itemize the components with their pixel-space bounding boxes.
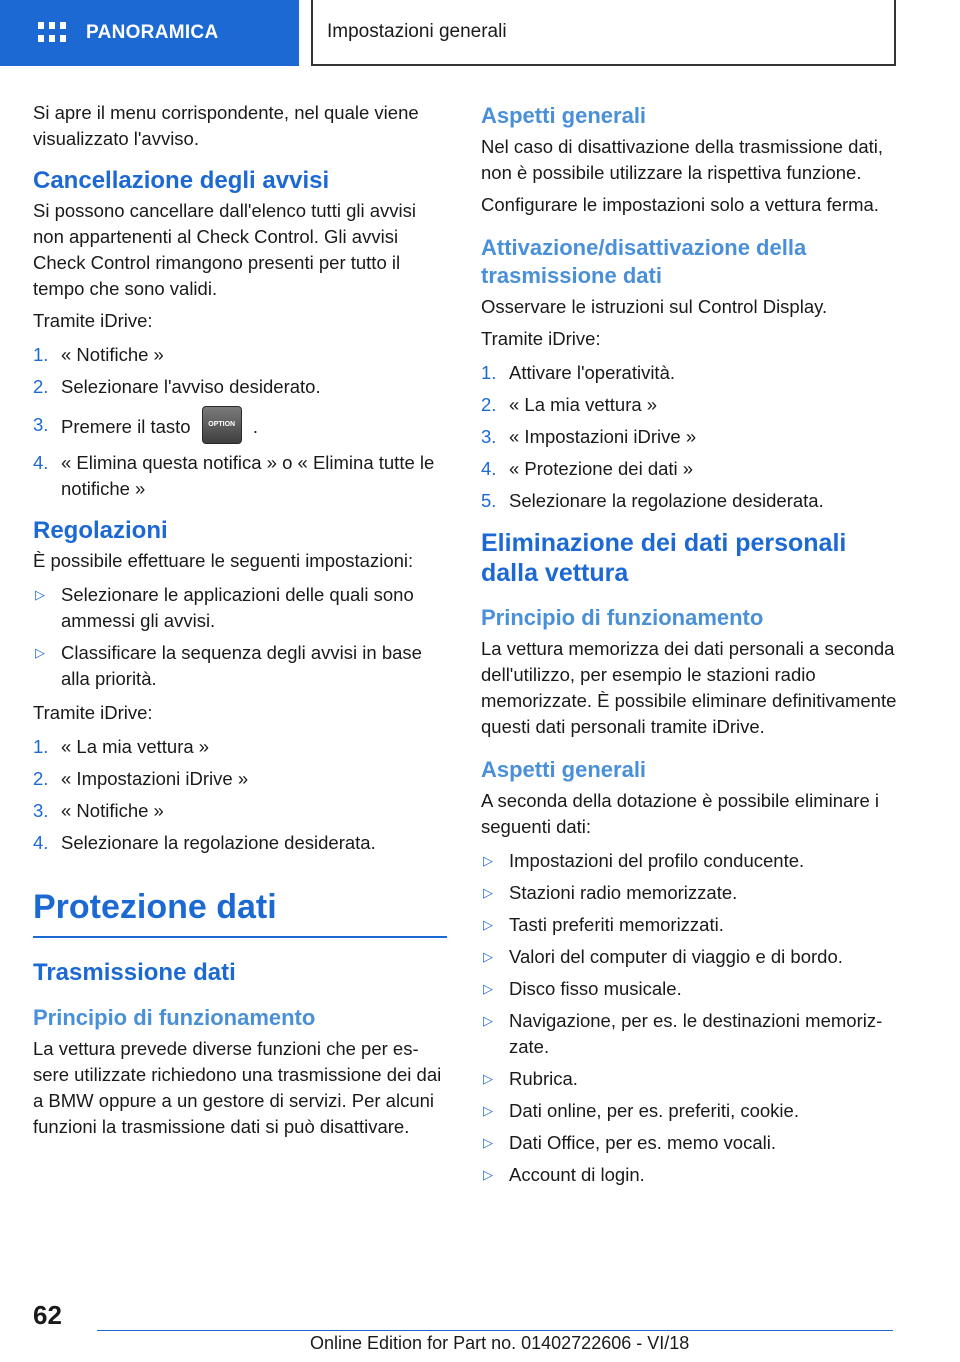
list-item: ▷ Account di login. (481, 1162, 901, 1188)
list-item: 4. Selezionare la regolazione desiderata. (33, 832, 376, 853)
overview-button[interactable] (0, 0, 299, 66)
heading-eliminazione: Eliminazione dei dati personali dalla vettura (481, 529, 847, 587)
grid-menu-icon (38, 22, 66, 44)
steps-list-cancel (33, 342, 447, 502)
triangle-bullet-icon: ▷ (483, 1013, 493, 1028)
list-item: 5. Selezionare la regolazione desiderata. (481, 490, 824, 511)
principio-paragraph: La vettura prevede diverse funzioni che per essere utilizzate richiedono una trasmissione dei dai a BMW oppure a un gestore di servizi. Per alcuni funzioni la trasmissione dati si può disattivare. (33, 1038, 442, 1137)
principio-2-paragraph: La vettura memorizza dei dati personali a seconda dell'utilizzo, per esempio le stazioni radio memorizzate. È possibile eliminare definitivamente questi dati personali tramite iDrive. (481, 638, 897, 737)
list-item: 4. « Elimina questa notifica » o « Elimina tutte le notifiche » (33, 452, 435, 499)
list-item: 2. « La mia vettura » (481, 394, 658, 415)
intro-paragraph: Si apre il menu corrispondente, nel quale viene visualizzato l'avviso. (33, 102, 419, 149)
list-item: ▷ Navigazione, per es. le destinazioni memorizzate. (481, 1008, 901, 1060)
list-item: 1. Attivare l'operatività. (481, 362, 675, 383)
steps-list-regolazioni (33, 734, 447, 856)
list-item: ▷ Tasti preferiti memorizzati. (481, 912, 901, 938)
list-item: ▷ Selezionare le applicazioni delle quali sono ammessi gli avvisi. (33, 582, 447, 634)
tramite-label: Tramite iDrive: (33, 310, 153, 331)
list-item: 3. « Notifiche » (33, 800, 164, 821)
list-item: ▷ Impostazioni del profilo conducente. (481, 848, 901, 874)
breadcrumb[interactable] (311, 0, 896, 66)
heading-cancel-notices: Cancellazione degli avvisi (33, 167, 330, 194)
steps-list-attivazione (481, 360, 901, 514)
list-item: ▷ Classificare la sequenza degli avvisi in base alla priorità. (33, 640, 447, 692)
list-item: ▷ Dati online, per es. preferiti, cookie. (481, 1098, 901, 1124)
heading-regolazioni: Regolazioni (33, 517, 168, 544)
heading-trasmissione: Trasmissione dati (33, 959, 236, 986)
tramite-label: Tramite iDrive: (33, 702, 153, 723)
list-item: 4. « Protezione dei dati » (481, 458, 694, 479)
list-item: 1. « Notifiche » (33, 344, 164, 365)
aspetti-paragraph-1: Nel caso di disattivazione della trasmissione dati, non è possibile utilizzare la rispettiva funzione. (481, 136, 884, 183)
page-number: 62 (33, 1300, 62, 1330)
list-item: ▷ Disco fisso musicale. (481, 976, 901, 1002)
triangle-bullet-icon: ▷ (483, 949, 493, 964)
edition-text: Online Edition for Part no. 01402722606 - VI/18 (310, 1333, 690, 1353)
option-key-icon: OPTION (202, 406, 242, 444)
overview-button-label: PANORAMICA (86, 22, 219, 43)
heading-principio-2: Principio di funzionamento (481, 605, 764, 630)
triangle-bullet-icon: ▷ (483, 853, 493, 868)
list-item: 2. « Impostazioni iDrive » (33, 768, 249, 789)
triangle-bullet-icon: ▷ (483, 981, 493, 996)
triangle-bullet-icon: ▷ (35, 587, 45, 602)
triangle-bullet-icon: ▷ (35, 645, 45, 660)
list-item: 3. Premere il tasto OPTION . (33, 412, 447, 444)
aspetti-2-paragraph: A seconda della dotazione è possibile eliminare i seguenti dati: (481, 790, 880, 837)
right-column (481, 100, 901, 1196)
bullet-list-regolazioni (33, 582, 447, 692)
list-item: ▷ Valori del computer di viaggio e di bordo. (481, 944, 901, 970)
bullet-list-dati (481, 848, 901, 1188)
list-item: 2. Selezionare l'avviso desiderato. (33, 376, 321, 397)
left-column (33, 100, 447, 1146)
list-item: 1. « La mia vettura » (33, 736, 210, 757)
triangle-bullet-icon: ▷ (483, 1135, 493, 1150)
triangle-bullet-icon: ▷ (483, 1071, 493, 1086)
list-item: ▷ Rubrica. (481, 1066, 901, 1092)
list-item: ▷ Stazioni radio memorizzate. (481, 880, 901, 906)
heading-attivazione: Attivazione/disattivazione della trasmissione dati (481, 235, 807, 288)
triangle-bullet-icon: ▷ (483, 885, 493, 900)
heading-principio: Principio di funzionamento (33, 1005, 316, 1030)
regolazioni-paragraph: È possibile effettuare le seguenti impostazioni: (33, 550, 414, 571)
cancel-paragraph: Si possono cancellare dall'elenco tutti gli avvisi non appartenenti al Check Control. Gli avvisi Check Control rimangono presenti per tutto il tempo che sono validi. (33, 200, 416, 299)
attivazione-paragraph: Osservare le istruzioni sul Control Display. (481, 296, 828, 317)
chapter-title: Protezione dati (33, 886, 447, 938)
heading-aspetti-generali: Aspetti generali (481, 103, 647, 128)
list-item: 3. « Impostazioni iDrive » (481, 426, 697, 447)
aspetti-paragraph-2: Configurare le impostazioni solo a vettura ferma. (481, 194, 879, 215)
heading-aspetti-generali-2: Aspetti generali (481, 757, 647, 782)
tramite-label: Tramite iDrive: (481, 328, 601, 349)
triangle-bullet-icon: ▷ (483, 917, 493, 932)
triangle-bullet-icon: ▷ (483, 1103, 493, 1118)
breadcrumb-label: Impostazioni generali (327, 21, 507, 42)
triangle-bullet-icon: ▷ (483, 1167, 493, 1182)
list-item: ▷ Dati Office, per es. memo vocali. (481, 1130, 901, 1156)
footer-divider (97, 1330, 893, 1331)
